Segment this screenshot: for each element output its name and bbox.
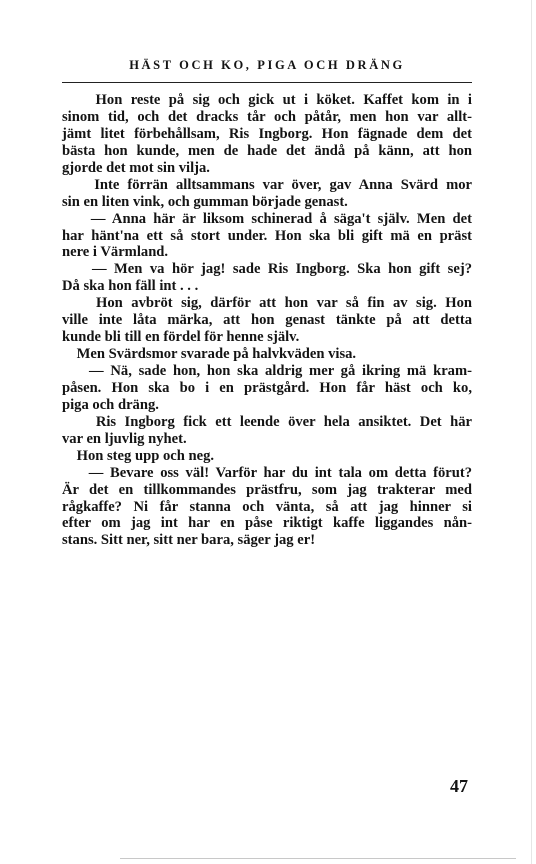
text-line: bästa hon kunde, men de hade det ändå på känn, att hon [62, 142, 472, 159]
text-line: gjorde det mot sin vilja. [62, 159, 210, 176]
text-line: Men Svärdsmor svarade på halvkväden visa. [62, 346, 357, 363]
page-number: 47 [450, 776, 468, 796]
page-edge-line [120, 858, 516, 859]
text-line: sin en liten vink, och gumman började genast. [62, 193, 348, 210]
text-line: sinom tid, och det dracks tår och påtår, men hon var allt- [62, 108, 472, 125]
text-line: — Nä, sade hon, hon ska aldrig mer gå ikring mä kram- [62, 363, 472, 379]
text-line: ville inte låta märka, att hon genast tänkte på att detta [62, 312, 472, 329]
running-head: HÄST OCH KO, PIGA OCH DRÄNG [129, 58, 405, 72]
text-line: Hon reste på sig och gick ut i köket. Kaffet kom in i [62, 92, 472, 108]
text-line: Inte förrän alltsammans var över, gav Anna Svärd mor [62, 176, 472, 193]
text-line: jämt litet förbehållsam, Ris Ingborg. Hon fägnade dem det [62, 125, 472, 142]
text-line: efter om jag int har en påse riktigt kaffe liggandes nån- [62, 515, 472, 532]
header-rule [62, 82, 472, 83]
body-text [62, 92, 472, 549]
text-line: — Bevare oss väl! Varför har du int tala om detta förut? [62, 464, 472, 481]
text-line: piga och dräng. [62, 396, 159, 413]
text-line: nere i Värmland. [62, 244, 169, 261]
text-line: Då ska hon fäll int . . . [62, 278, 199, 295]
text-line: rågkaffe? Ni får stanna och vänta, så att jag hinner si [62, 498, 472, 515]
text-line: stans. Sitt ner, sitt ner bara, säger jag er! [62, 532, 316, 549]
text-line: var en ljuvlig nyhet. [62, 430, 187, 447]
text-line: kunde bli till en fördel för henne själv. [62, 329, 300, 346]
text-line: Ris Ingborg fick ett leende över hela ansiktet. Det här [62, 413, 472, 430]
page-edge-shadow [531, 0, 532, 864]
text-line: — Anna här är liksom schinerad å säga't själv. Men det [62, 210, 472, 227]
text-line: Är det en tillkommandes prästfru, som jag trakterar med [62, 481, 472, 498]
text-line: Hon steg upp och neg. [62, 447, 215, 464]
text-line: har hänt'na ett så stort under. Hon ska bli gift mä en präst [62, 227, 472, 244]
text-line: — Men va hör jag! sade Ris Ingborg. Ska hon gift sej? [62, 261, 472, 278]
text-line: påsen. Hon ska bo i en prästgård. Hon får häst och ko, [62, 379, 472, 396]
text-line: Hon avbröt sig, därför att hon var så fin av sig. Hon [62, 295, 472, 312]
